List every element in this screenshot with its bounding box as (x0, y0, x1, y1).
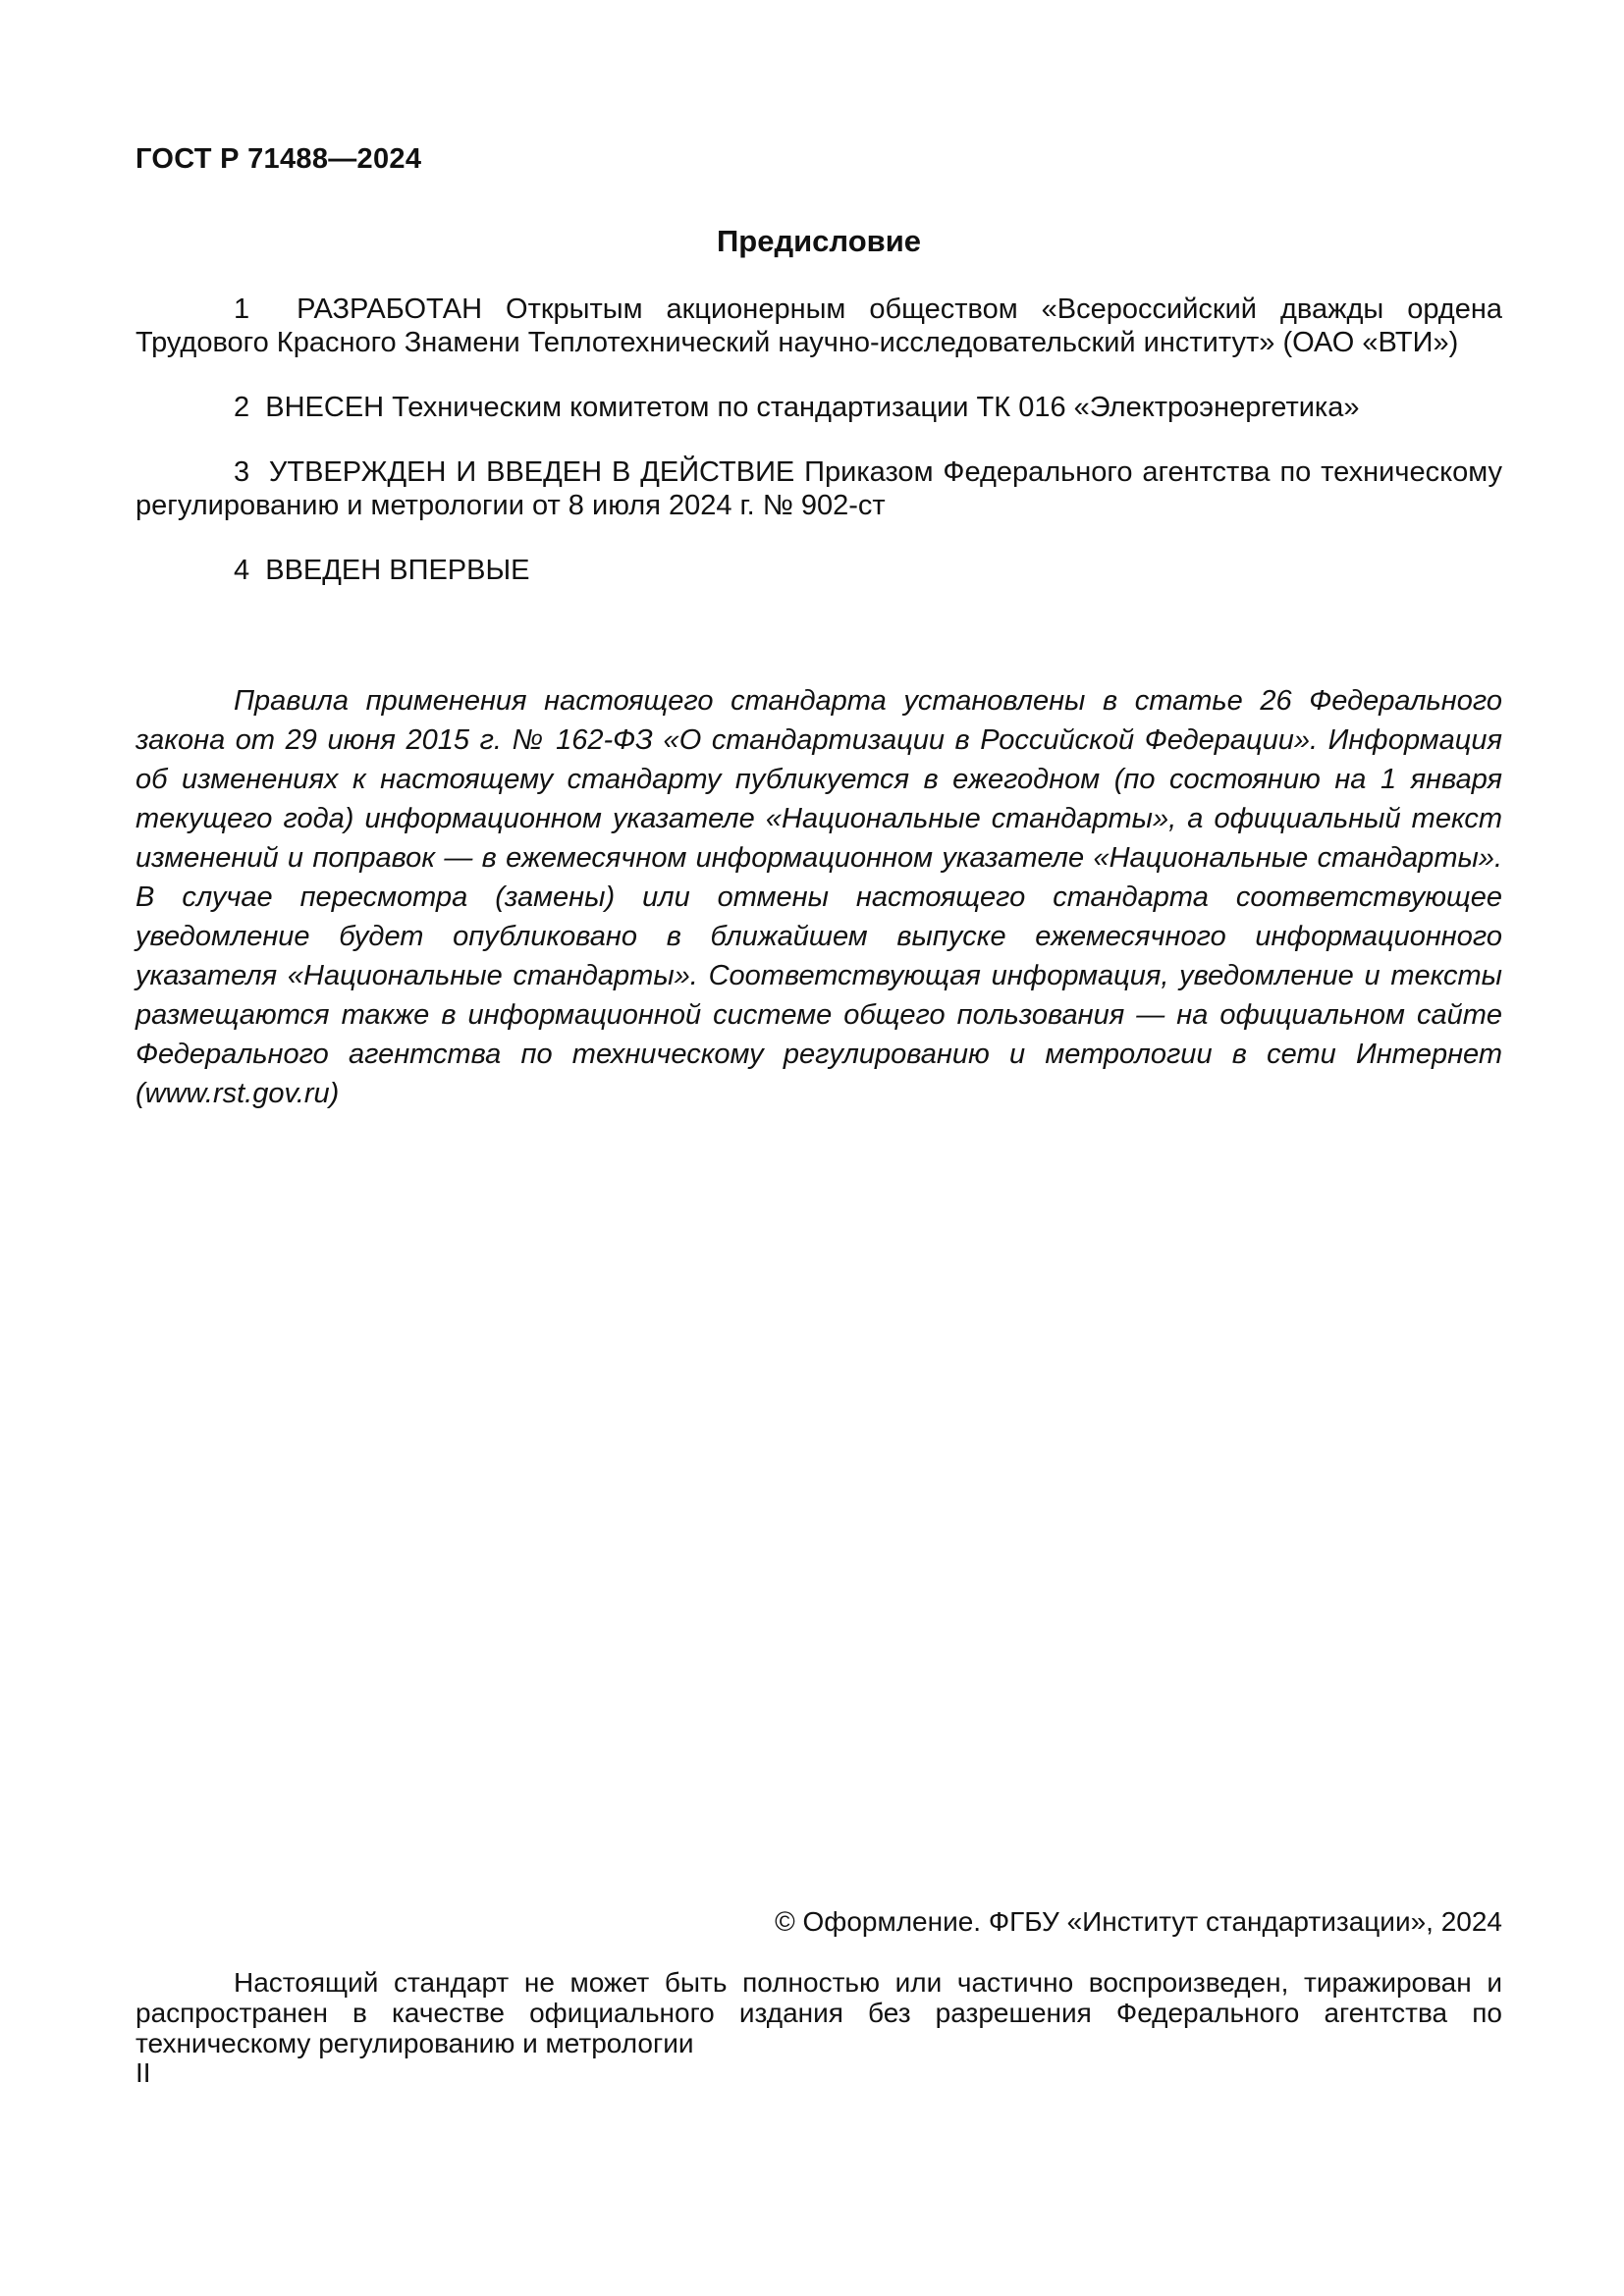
page-number: II (135, 2057, 151, 2088)
document-code: ГОСТ Р 71488—2024 (135, 143, 422, 175)
foreword-item-2: 2 ВНЕСЕН Техническим комитетом по стандартизации ТК 016 «Электроэнергетика» (234, 392, 1360, 423)
foreword-item-3: 3 УТВЕРЖДЕН И ВВЕДЕН В ДЕЙСТВИЕ Приказом Федерального агентства по техническому регулированию и метрологии от 8 июля 2024 г. № 902-ст (135, 456, 1502, 521)
page-title: Предисловие (716, 224, 921, 258)
foreword-item-1: 1 РАЗРАБОТАН Открытым акционерным обществом «Всероссийский дважды ордена Трудового Красного Знамени Теплотехнический научно-исследовательский институт» (ОАО «ВТИ») (135, 294, 1502, 358)
reproduction-restriction-paragraph: Настоящий стандарт не может быть полностью или частично воспроизведен, тиражирован и распространен в качестве официального издания без разрешения Федерального агентства по техническому регулированию и метрологии (135, 1967, 1502, 2058)
copyright-notice: © Оформление. ФГБУ «Институт стандартизации», 2024 (775, 1906, 1502, 1937)
foreword-section (135, 224, 1502, 1113)
foreword-item-4: 4 ВВЕДЕН ВПЕРВЫЕ (234, 555, 530, 586)
application-rules-paragraph: Правила применения настоящего стандарта установлены в статье 26 Федерального закона от 29 июня 2015 г. № 162-ФЗ «О стандартизации в Российской Федерации». Информация об изменениях к настоящему стандарту публикуется в ежегодном (по состоянию на 1 января текущего года) информационном указателе «Национальные стандарты», а официальный текст изменений и поправок — в ежемесячном информационном указателе «Национальные стандарты». В случае пересмотра (замены) или отмены настоящего стандарта соответствующее уведомление будет опубликовано в ближайшем выпуске ежемесячного информационного указателя «Национальные стандарты». Соответствующая информация, уведомление и тексты размещаются также в информационной системе общего пользования — на официальном сайте Федерального агентства по техническому регулированию и метрологии в сети Интернет (www.rst.gov.ru) (135, 685, 1502, 1109)
